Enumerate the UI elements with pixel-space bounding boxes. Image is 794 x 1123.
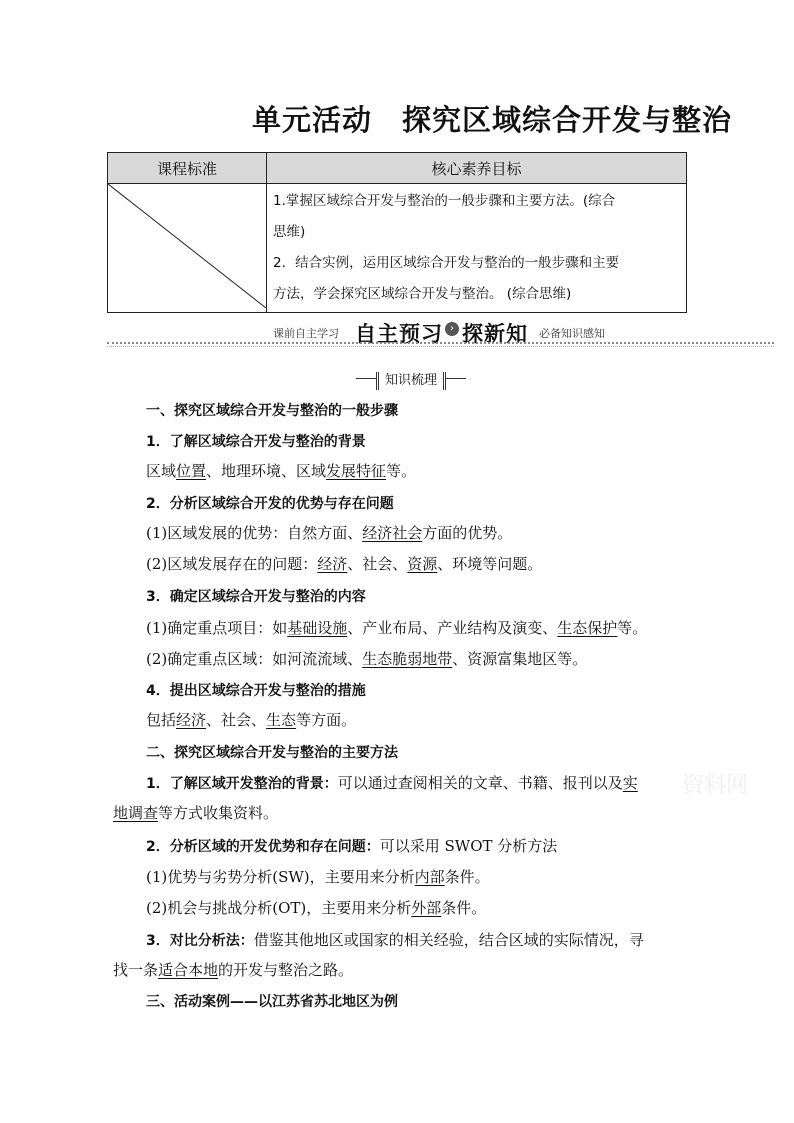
heading-1: 一、探究区域综合开发与整治的一般步骤: [146, 403, 398, 419]
section-banner: [107, 318, 774, 346]
text-seg: (1)优势与劣势分析(SW)，主要用来分析: [146, 868, 415, 886]
text-seg: 、资源富集地区等。: [452, 650, 588, 668]
title-text: 单元活动 探究区域综合开发与整治: [251, 103, 732, 137]
step-2: 2．分析区域综合开发的优势与存在问题: [146, 496, 394, 512]
step-3-areas: [146, 648, 587, 669]
method-1-line-2: [113, 802, 278, 823]
answer-seg: 基础设施: [287, 619, 348, 637]
text-seg: 找一条: [113, 961, 159, 979]
text-seg: 1．了解区域开发整治的背景：: [146, 776, 338, 792]
curriculum-table: [107, 152, 687, 313]
step-3-projects: [146, 617, 647, 638]
step-2-advantages: [146, 522, 512, 543]
answer-seg: 外部: [411, 899, 442, 917]
method-3-line-1: [146, 929, 644, 950]
step-2-problems: [146, 553, 542, 574]
text-seg: 等。: [617, 619, 648, 637]
method-2: [146, 835, 557, 856]
answer-seg: 位置: [176, 462, 207, 480]
goal-2-line-b: 方法，学会探究区域综合开发与整治。 (综合思维): [273, 286, 572, 302]
col-header-goals: 核心素养目标: [267, 153, 687, 184]
knowledge-tag: [356, 369, 466, 387]
text-seg: 区域: [146, 462, 177, 480]
text-seg: 等方式收集资料。: [158, 804, 279, 822]
method-2-ot: [146, 897, 486, 918]
answer-seg: 经济社会: [362, 524, 423, 542]
diagonal-line-icon: [108, 184, 266, 308]
answer-seg: 资源: [407, 555, 438, 573]
banner-right-text: 必备知识感知: [539, 327, 605, 340]
text-seg: 的开发与整治之路。: [218, 961, 354, 979]
step-4-content: [146, 709, 356, 730]
text-seg: 、产业布局、产业结构及演变、: [347, 619, 558, 637]
method-2-sw: [146, 866, 490, 887]
text-seg: (2)确定重点区域：如河流流域、: [146, 650, 363, 668]
chevron-right-icon: ›: [445, 322, 459, 336]
answer-seg: 经济: [176, 711, 207, 729]
text-seg: 条件。: [441, 899, 487, 917]
banner-divider: [107, 342, 774, 344]
text-seg: 、地理环境、区域: [206, 462, 327, 480]
text-seg: 、环境等问题。: [437, 555, 543, 573]
goal-1-line-b: 思维): [273, 224, 306, 240]
heading-3: 三、活动案例——以江苏省苏北地区为例: [146, 994, 398, 1010]
goal-1-line-a: 1.掌握区域综合开发与整治的一般步骤和主要方法。(综合: [273, 193, 616, 209]
answer-seg: 经济: [317, 555, 348, 573]
answer-seg: 适合本地: [158, 961, 219, 979]
text-seg: 、社会、: [347, 555, 408, 573]
text-seg: 3．对比分析法：: [146, 933, 254, 949]
text-seg: 可以采用 SWOT 分析方法: [379, 837, 558, 855]
goals-cell: [267, 184, 687, 313]
text-seg: 等。: [386, 462, 417, 480]
empty-diagonal-cell: [108, 184, 267, 313]
step-1-content: [146, 460, 416, 481]
answer-seg: 发展特征: [326, 462, 387, 480]
text-seg: 借鉴其他地区或国家的相关经验，结合区域的实际情况，寻: [253, 931, 644, 949]
step-3: 3．确定区域综合开发与整治的内容: [146, 589, 366, 605]
step-4: 4．提出区域综合开发与整治的措施: [146, 683, 366, 699]
banner-left-text: 课前自主学习: [273, 327, 339, 340]
banner-title-2: 探新知: [462, 322, 528, 346]
page-title: [0, 98, 794, 139]
text-seg: 、社会、: [206, 711, 267, 729]
method-3-line-2: [113, 959, 353, 980]
step-1: 1．了解区域综合开发与整治的背景: [146, 434, 366, 450]
answer-seg: 地调查: [113, 804, 159, 822]
text-seg: (1)确定重点项目：如: [146, 619, 288, 637]
answer-seg: 实: [622, 774, 638, 792]
text-seg: (2)机会与挑战分析(OT)，主要用来分析: [146, 899, 412, 917]
answer-seg: 生态保护: [557, 619, 618, 637]
answer-seg: 内部: [414, 868, 445, 886]
banner-divider-2: [107, 346, 774, 347]
heading-2: 二、探究区域综合开发与整治的主要方法: [146, 745, 398, 761]
watermark: 资料网: [682, 773, 749, 798]
text-seg: 可以通过查阅相关的文章、书籍、报刊以及: [337, 774, 623, 792]
text-seg: 包括: [146, 711, 177, 729]
tag-label: 知识梳理: [376, 372, 446, 390]
text-seg: 方面的优势。: [422, 524, 513, 542]
text-seg: (1)区域发展的优势：自然方面、: [146, 524, 363, 542]
answer-seg: 生态脆弱地带: [362, 650, 453, 668]
goal-2-line-a: 2．结合实例，运用区域综合开发与整治的一般步骤和主要: [273, 255, 620, 271]
text-seg: 等方面。: [296, 711, 357, 729]
text-seg: 条件。: [444, 868, 490, 886]
col-header-standard: 课程标准: [108, 153, 267, 184]
banner-title-1: 自主预习: [355, 322, 443, 346]
method-1-line-1: [146, 772, 638, 793]
text-seg: (2)区域发展存在的问题：: [146, 555, 318, 573]
text-seg: 2．分析区域的开发优势和存在问题：: [146, 839, 380, 855]
answer-seg: 生态: [266, 711, 297, 729]
